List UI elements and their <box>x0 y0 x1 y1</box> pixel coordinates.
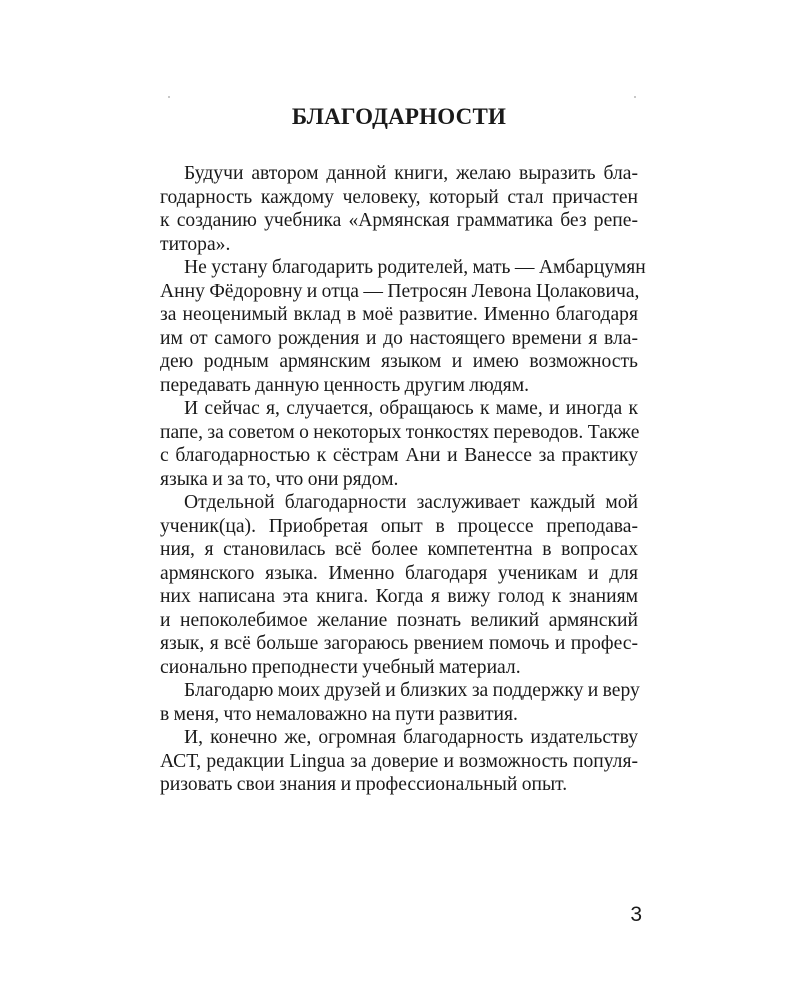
text-line: Будучи автором данной книги, желаю выразить бла- <box>184 163 638 184</box>
text-line: Благодарю моих друзей и близких за поддержку и веру <box>184 680 640 701</box>
text-line: годарность каждому человеку, который стал причастен <box>160 186 638 208</box>
corner-mark-right <box>634 96 636 98</box>
page-title: БЛАГОДАРНОСТИ <box>291 104 507 129</box>
text-line: ученик(ца). Приобретая опыт в процессе преподава- <box>160 515 638 537</box>
text-line: АСТ, редакции Lingua за доверие и возможность популя- <box>160 750 638 772</box>
text-line: ния, я становилась всё более компетентна в вопросах <box>160 539 638 560</box>
text-line: титора». <box>160 233 231 255</box>
text-line: Не устану благодарить родителей, мать — Амбарцумян <box>184 257 646 278</box>
text-line: армянского языка. Именно благодаря ученикам и для <box>160 562 638 584</box>
page-number: 3 <box>630 903 642 926</box>
paragraph <box>160 256 646 397</box>
paragraph <box>160 491 638 679</box>
paragraph <box>160 162 638 256</box>
text-line: с благодарностью к сёстрам Ани и Ванессе за практику <box>160 445 638 466</box>
text-body <box>160 162 646 797</box>
text-line: Отдельной благодарности заслуживает каждый мой <box>184 492 638 513</box>
text-line: И сейчас я, случается, обращаюсь к маме, и иногда к <box>184 398 638 419</box>
text-line: язык, я всё больше загораюсь рвением помочь и профес- <box>160 633 638 654</box>
text-line: передавать данную ценность другим людям. <box>160 374 529 396</box>
text-line: сионально преподнести учебный материал. <box>160 656 521 678</box>
text-line: Анну Фёдоровну и отца — Петросян Левона Цолаковича, <box>160 280 640 302</box>
text-line: к созданию учебника «Армянская грамматика без репе- <box>160 210 638 231</box>
text-line: них написана эта книга. Когда я вижу голод к знаниям <box>160 586 638 607</box>
text-line: ризовать свои знания и профессиональный опыт. <box>160 774 568 795</box>
text-line: им от самого рождения и до настоящего времени я вла- <box>160 327 638 349</box>
paragraph <box>160 397 638 491</box>
paragraph <box>160 679 638 726</box>
text-line: в меня, что немаловажно на пути развития. <box>160 703 518 725</box>
text-line: папе, за советом о некоторых тонкостях переводов. Также <box>160 421 640 443</box>
text-line: И, конечно же, огромная благодарность издательству <box>184 727 638 748</box>
text-line: за неоценимый вклад в моё развитие. Именно благодаря <box>160 304 638 325</box>
corner-mark-left <box>168 96 170 98</box>
text-line: языка и за то, что они рядом. <box>160 468 399 490</box>
text-line: дею родным армянским языком и имею возможность <box>160 351 638 372</box>
text-line: и непоколебимое желание познать великий армянский <box>160 609 638 631</box>
paragraph <box>160 726 638 797</box>
